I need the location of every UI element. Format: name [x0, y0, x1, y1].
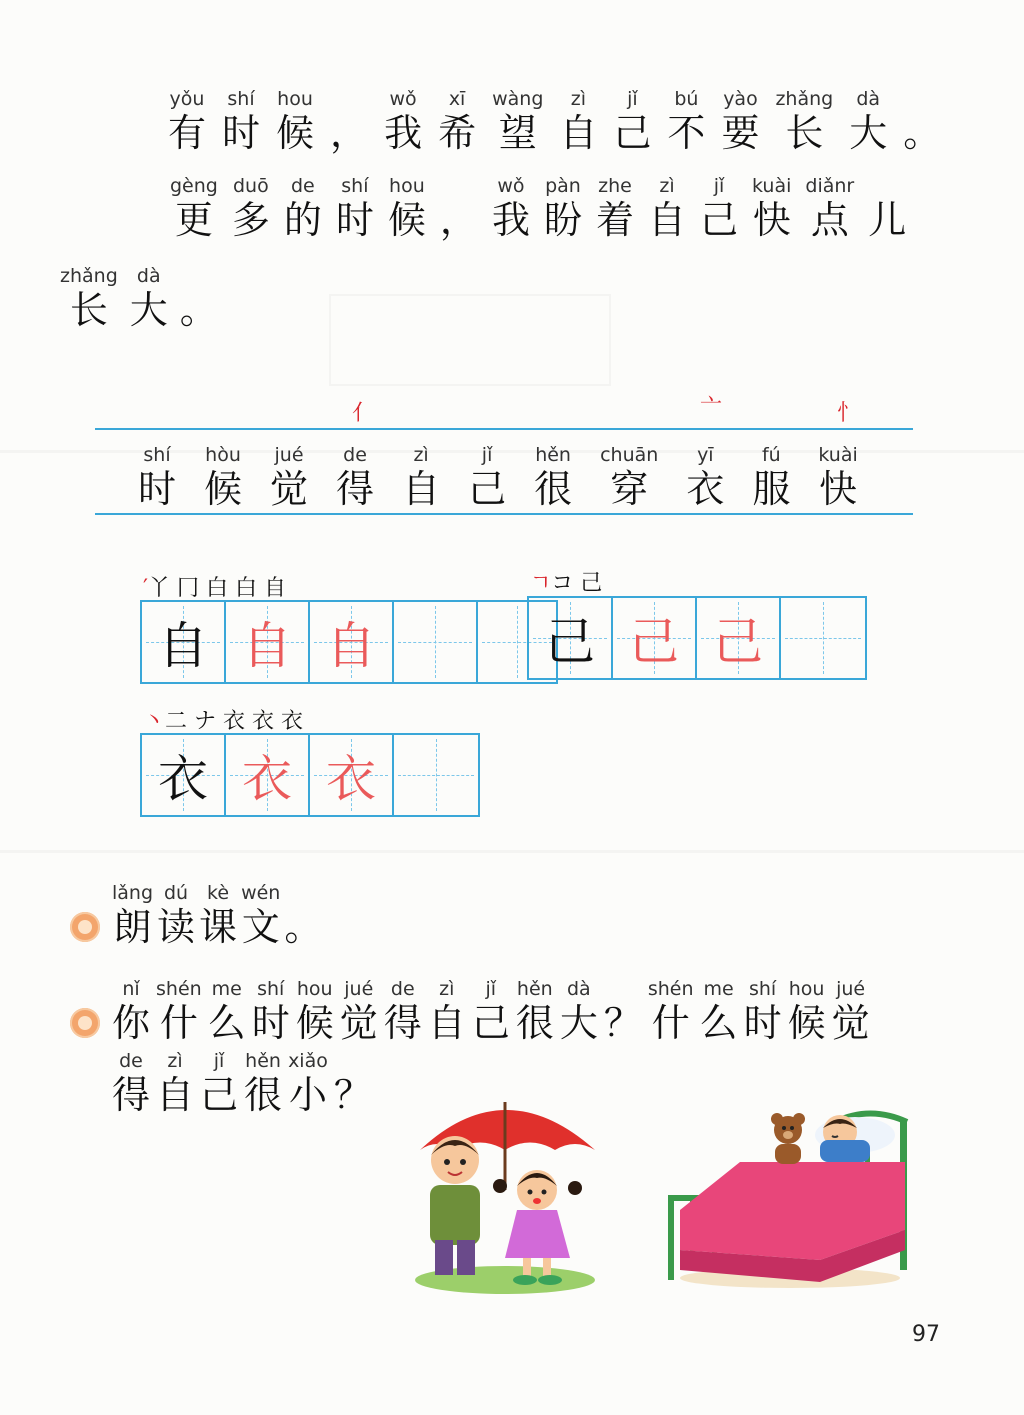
ruby-char	[534, 444, 572, 512]
pinyin: zì	[167, 1050, 183, 1072]
ruby-char	[199, 882, 237, 950]
pinyin: jué	[274, 444, 304, 466]
pinyin: nǐ	[122, 978, 140, 1000]
punctuation	[334, 1050, 372, 1118]
writing-grid-yi	[140, 733, 480, 817]
ruby-char	[200, 1050, 238, 1118]
pinyin: jué	[344, 978, 374, 1000]
hanzi: 多	[231, 198, 270, 242]
hanzi: 己	[700, 198, 739, 242]
pinyin: bú	[674, 88, 699, 110]
task-question-line-1	[112, 978, 876, 1046]
hanzi: 候	[787, 1001, 826, 1045]
ruby-char	[276, 88, 314, 156]
hanzi: 什	[159, 1001, 198, 1045]
pinyin: yī	[697, 444, 714, 466]
pinyin: dà	[856, 88, 881, 110]
pinyin: wǒ	[497, 175, 525, 197]
hanzi: 我	[491, 198, 530, 242]
ruby-char	[112, 882, 153, 950]
writing-grid-zi	[140, 600, 558, 684]
pinyin: hěn	[516, 978, 553, 1000]
hanzi: 自	[647, 198, 686, 242]
pinyin: yǒu	[169, 88, 205, 110]
ruby-char	[492, 88, 543, 156]
hanzi: 自	[402, 467, 441, 511]
hanzi: ，	[439, 198, 478, 242]
ruby-char	[818, 444, 857, 512]
hanzi: 很	[515, 1001, 554, 1045]
grid-cell-empty	[394, 735, 478, 815]
hanzi: 己	[200, 1073, 239, 1117]
pinyin: jǐ	[213, 1050, 225, 1072]
pinyin: hou	[277, 88, 313, 110]
ruby-char	[296, 978, 334, 1046]
pinyin: jǐ	[627, 88, 638, 110]
ruby-char	[241, 882, 280, 950]
punctuation	[868, 175, 906, 243]
hanzi: 觉	[339, 1001, 378, 1045]
hanzi: 朗	[113, 905, 152, 949]
ruby-char	[244, 1050, 282, 1118]
ruby-char	[288, 1050, 328, 1118]
pinyin: duō	[233, 175, 269, 197]
umbrella-children-illustration	[405, 1080, 615, 1295]
ruby-char	[468, 444, 506, 512]
pinyin: zì	[439, 978, 455, 1000]
pinyin: jǐ	[481, 444, 493, 466]
pinyin: xiǎo	[288, 1050, 328, 1072]
pinyin: hou	[389, 175, 425, 197]
hanzi: 时	[251, 1001, 290, 1045]
vocab-words	[138, 444, 886, 512]
ruby-char	[138, 444, 176, 512]
hanzi: 小	[288, 1073, 327, 1117]
hanzi: 己	[468, 467, 507, 511]
pinyin: kuài	[818, 444, 858, 466]
pinyin: de	[119, 1050, 143, 1072]
ruby-char	[752, 444, 790, 512]
passage-line-3	[60, 265, 230, 333]
hanzi: 不	[667, 111, 706, 155]
ruby-char	[613, 88, 651, 156]
hanzi: 么	[699, 1001, 738, 1045]
ruby-char	[388, 175, 426, 243]
hanzi: 自	[559, 111, 598, 155]
hanzi: ？	[603, 1001, 642, 1045]
grid-cell-empty	[394, 602, 478, 682]
hanzi: 穿	[610, 467, 649, 511]
pinyin: shén	[647, 978, 694, 1000]
ruby-char	[559, 88, 597, 156]
ruby-char	[384, 978, 422, 1046]
pinyin: shén	[156, 978, 202, 1000]
stroke-order-ji: ㄱコ 己	[530, 571, 603, 596]
hanzi: 着	[595, 198, 634, 242]
vocab-top-line	[95, 428, 913, 430]
ruby-char	[340, 978, 378, 1046]
hanzi: 大	[129, 288, 168, 332]
passage-line-1	[168, 88, 957, 156]
pinyin: shí	[227, 88, 255, 110]
hanzi: 儿	[868, 198, 907, 242]
hanzi: 文	[241, 905, 280, 949]
hanzi: ？	[333, 1073, 372, 1117]
hanzi: 么	[207, 1001, 246, 1045]
grid-cell-empty	[781, 598, 865, 678]
pinyin: me	[211, 978, 242, 1000]
hanzi: 时	[335, 198, 374, 242]
pinyin: zì	[659, 175, 675, 197]
ruby-char	[472, 978, 510, 1046]
hanzi: 什	[651, 1001, 690, 1045]
ruby-char	[700, 978, 738, 1046]
ruby-char	[112, 1050, 150, 1118]
hanzi: 候	[295, 1001, 334, 1045]
pinyin: jué	[836, 978, 866, 1000]
hanzi: 的	[283, 198, 322, 242]
stroke-order-zi: ′丫 冂 白 白 自	[143, 576, 286, 601]
ruby-char	[492, 175, 530, 243]
ruby-char	[721, 88, 759, 156]
pinyin: de	[390, 978, 415, 1000]
flower-bullet-icon	[70, 912, 100, 942]
pinyin: zhǎng	[775, 88, 834, 110]
pinyin: chuān	[600, 444, 659, 466]
pinyin: kè	[207, 882, 230, 904]
pinyin: de	[343, 444, 367, 466]
hanzi: 。	[179, 288, 218, 332]
pinyin: wén	[241, 882, 281, 904]
hanzi: 衣	[686, 467, 725, 511]
ruby-char	[788, 978, 826, 1046]
hanzi: 时	[222, 111, 261, 155]
ruby-char	[156, 1050, 194, 1118]
hanzi: 快	[819, 467, 858, 511]
radical-ren: 亻	[352, 401, 375, 426]
ruby-char	[384, 88, 422, 156]
hanzi: 读	[157, 905, 196, 949]
pinyin: shí	[257, 978, 285, 1000]
hanzi: 得	[336, 467, 375, 511]
grid-cell-trace: 自	[310, 602, 394, 682]
pinyin: hěn	[245, 1050, 281, 1072]
ruby-char	[222, 88, 260, 156]
pinyin: wàng	[492, 88, 544, 110]
hanzi: 长	[785, 111, 824, 155]
ruby-char	[648, 175, 686, 243]
hanzi: 服	[752, 467, 791, 511]
pinyin: hou	[296, 978, 333, 1000]
pinyin: fú	[761, 444, 781, 466]
hanzi: 我	[384, 111, 423, 155]
hanzi: 要	[721, 111, 760, 155]
task-question-line-2	[112, 1050, 378, 1118]
hanzi: 己	[471, 1001, 510, 1045]
pinyin: me	[703, 978, 734, 1000]
ruby-char	[270, 444, 308, 512]
hanzi: 觉	[270, 467, 309, 511]
ruby-char	[700, 175, 738, 243]
ruby-char	[667, 88, 705, 156]
pinyin: hou	[788, 978, 825, 1000]
pinyin: xī	[448, 88, 466, 110]
pinyin: yào	[723, 88, 758, 110]
hanzi: 候	[387, 198, 426, 242]
ruby-char	[157, 882, 195, 950]
pinyin: zì	[570, 88, 587, 110]
ruby-char	[252, 978, 290, 1046]
grid-cell-model: 自	[142, 602, 226, 682]
passage-line-2	[170, 175, 920, 243]
grid-cell-trace: 己	[697, 598, 781, 678]
punctuation	[604, 978, 642, 1046]
ruby-char	[744, 978, 782, 1046]
hanzi: 时	[743, 1001, 782, 1045]
ruby-char	[428, 978, 466, 1046]
pinyin: lǎng	[112, 882, 154, 904]
pinyin: gèng	[170, 175, 218, 197]
grid-cell-model: 己	[529, 598, 613, 678]
ruby-char	[156, 978, 202, 1046]
hanzi: 更	[174, 198, 213, 242]
page-number: 97	[912, 1322, 940, 1347]
writing-grid-ji	[527, 596, 867, 680]
pinyin: wǒ	[389, 88, 417, 110]
hanzi: 快	[752, 198, 791, 242]
hanzi: 课	[199, 905, 238, 949]
pinyin: shí	[341, 175, 369, 197]
ruby-char	[560, 978, 598, 1046]
radical-xin: 忄	[837, 401, 860, 426]
hanzi: 很	[244, 1073, 283, 1117]
ruby-char	[438, 88, 476, 156]
ruby-char	[170, 175, 218, 243]
hanzi: 觉	[831, 1001, 870, 1045]
bed-sleeping-child-illustration	[660, 1100, 922, 1290]
grid-cell-trace: 自	[226, 602, 310, 682]
ruby-char	[204, 444, 242, 512]
ruby-char	[112, 978, 150, 1046]
pinyin: zì	[413, 444, 429, 466]
ruby-char	[232, 175, 270, 243]
ruby-char	[648, 978, 694, 1046]
pinyin: de	[291, 175, 315, 197]
pinyin: dà	[136, 265, 161, 287]
flower-bullet-icon	[70, 1008, 100, 1038]
stroke-order-yi: 丶二 ナ 衣 衣 衣	[143, 709, 303, 734]
ruby-char	[60, 265, 118, 333]
punctuation	[284, 882, 322, 950]
ruby-char	[596, 175, 634, 243]
ruby-char	[168, 88, 206, 156]
hanzi: 候	[276, 111, 315, 155]
grid-cell-trace: 衣	[226, 735, 310, 815]
hanzi: 希	[438, 111, 477, 155]
ruby-char	[775, 88, 833, 156]
ruby-char	[130, 265, 168, 333]
vocab-bottom-line	[95, 513, 913, 515]
ruby-char	[336, 444, 374, 512]
punctuation	[903, 88, 941, 156]
pinyin: kuài	[752, 175, 792, 197]
ruby-char	[516, 978, 554, 1046]
pinyin: shí	[748, 978, 777, 1000]
hanzi: 候	[204, 467, 243, 511]
pinyin: jǐ	[713, 175, 725, 197]
grid-cell-model: 衣	[142, 735, 226, 815]
hanzi: 得	[383, 1001, 422, 1045]
hanzi: 点	[810, 198, 849, 242]
hanzi: 大	[559, 1001, 598, 1045]
pinyin: hòu	[205, 444, 241, 466]
hanzi: 己	[613, 111, 652, 155]
ruby-char	[832, 978, 870, 1046]
pinyin: shí	[143, 444, 171, 466]
pinyin: dú	[163, 882, 189, 904]
hanzi: 时	[138, 467, 177, 511]
ruby-char	[544, 175, 582, 243]
punctuation	[440, 175, 478, 243]
radical-tou: 亠	[700, 395, 723, 420]
hanzi: 。	[284, 905, 323, 949]
hanzi: ，	[330, 111, 369, 155]
hanzi: 大	[849, 111, 888, 155]
hanzi: 有	[168, 111, 207, 155]
hanzi: 自	[427, 1001, 466, 1045]
ruby-char	[284, 175, 322, 243]
ruby-char	[402, 444, 440, 512]
ruby-char	[208, 978, 246, 1046]
punctuation	[180, 265, 218, 333]
pinyin: jǐ	[485, 978, 497, 1000]
pinyin: dà	[566, 978, 591, 1000]
ruby-char	[805, 175, 854, 243]
ruby-char	[752, 175, 791, 243]
pinyin: zhe	[598, 175, 632, 197]
pinyin: hěn	[535, 444, 571, 466]
pinyin: pàn	[545, 175, 581, 197]
hanzi: 很	[534, 467, 573, 511]
hanzi: 盼	[543, 198, 582, 242]
grid-cell-trace: 己	[613, 598, 697, 678]
hanzi: 长	[69, 288, 108, 332]
task-read-aloud	[112, 882, 326, 950]
ruby-char	[336, 175, 374, 243]
pinyin: diǎnr	[805, 175, 855, 197]
ruby-char	[849, 88, 887, 156]
hanzi: 望	[498, 111, 537, 155]
grid-cell-trace: 衣	[310, 735, 394, 815]
hanzi: 自	[156, 1073, 195, 1117]
hanzi: 你	[112, 1001, 151, 1045]
ruby-char	[600, 444, 658, 512]
ruby-char	[686, 444, 724, 512]
hanzi: 得	[112, 1073, 151, 1117]
pinyin: zhǎng	[60, 265, 118, 287]
hanzi: 。	[903, 111, 942, 155]
punctuation	[330, 88, 368, 156]
